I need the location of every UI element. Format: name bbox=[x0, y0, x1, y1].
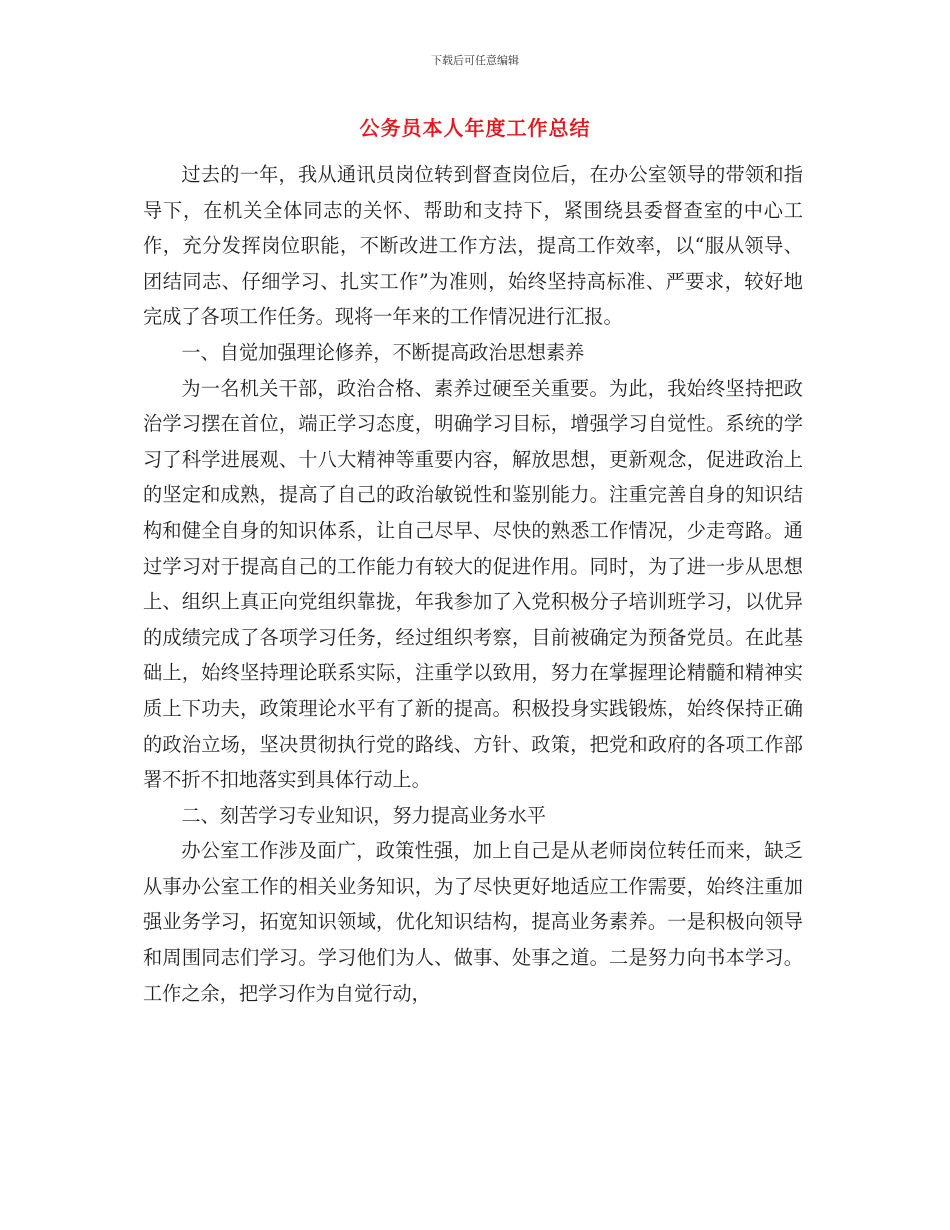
header-note: 下载后可任意编辑 bbox=[431, 54, 519, 67]
document-title: 公务员本人年度工作总结 bbox=[359, 116, 591, 140]
document-body bbox=[143, 157, 803, 1011]
section-heading-1: 一、自觉加强理论修养，不断提高政治思想素养 bbox=[181, 340, 585, 364]
paragraph-intro: 过去的一年，我从通讯员岗位转到督查岗位后，在办公室领导的带领和指导下，在机关全体同志的关怀、帮助和支持下，紧围绕县委督查室的中心工作，充分发挥岗位职能，不断改进工作方法，提高工作效率，以“服从领导、团结同志、仔细学习、扎实工作”为准则，始终坚持高标准、严要求，较好地完成了各项工作任务。现将一年来的工作情况进行汇报。 bbox=[143, 163, 803, 329]
paragraph-section-1: 为一名机关干部，政治合格、素养过硬至关重要。为此，我始终坚持把政治学习摆在首位，端正学习态度，明确学习目标，增强学习自觉性。系统的学习了科学进展观、十八大精神等重要内容，解放思想，更新观念，促进政治上的坚定和成熟，提高了自己的政治敏锐性和鉴别能力。注重完善自身的知识结构和健全自身的知识体系，让自己尽早、尽快的熟悉工作情况，少走弯路。通过学习对于提高自己的工作能力有较大的促进作用。同时，为了进一步从思想上、组织上真正向党组织靠拢，年我参加了入党积极分子培训班学习，以优异的成绩完成了各项学习任务，经过组织考察，目前被确定为预备党员。在此基础上，始终坚持理论联系实际，注重学以致用，努力在掌握理论精髓和精神实质上下功夫，政策理论水平有了新的提高。积极投身实践锻炼，始终保持正确的政治立场，坚决贯彻执行党的路线、方针、政策，把党和政府的各项工作部署不折不扣地落实到具体行动上。 bbox=[143, 376, 803, 792]
section-heading-2: 二、刻苦学习专业知识，努力提高业务水平 bbox=[181, 803, 546, 827]
paragraph-section-2: 办公室工作涉及面广，政策性强，加上自己是从老师岗位转任而来，缺乏从事办公室工作的相关业务知识，为了尽快更好地适应工作需要，始终注重加强业务学习，拓宽知识领域，优化知识结构，提高业务素养。一是积极向领导和周围同志们学习。学习他们为人、做事、处事之道。二是努力向书本学习。工作之余，把学习作为自觉行动， bbox=[143, 839, 803, 1005]
